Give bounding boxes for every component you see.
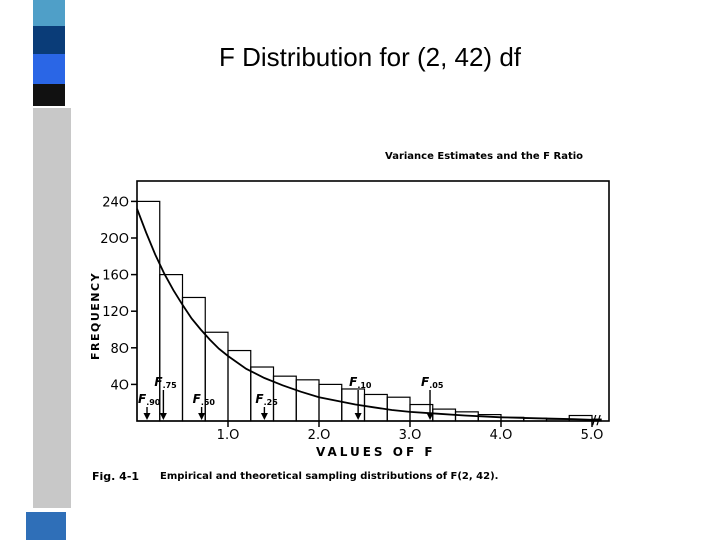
y-tick-label: 4O: [110, 378, 129, 394]
critical-marker: [193, 392, 216, 420]
marker-arrow-head: [198, 413, 205, 420]
x-axis-label: VALUES OF F: [316, 445, 436, 459]
figure-caption: Empirical and theoretical sampling distributions of F(2, 42).: [160, 471, 499, 482]
y-tick-label: 8O: [110, 341, 129, 357]
marker-label: F.10: [349, 375, 372, 390]
histogram-bar: [319, 384, 342, 421]
x-tick-label: 5.O: [580, 428, 604, 443]
marker-label: F.50: [192, 392, 215, 407]
critical-marker: [138, 392, 161, 420]
y-tick-label: 12O: [102, 305, 129, 321]
marker-arrow-head: [144, 413, 151, 420]
marker-arrow-head: [261, 413, 268, 420]
y-tick-label: 2OO: [100, 232, 129, 247]
marker-arrow-head: [160, 413, 167, 420]
x-tick-label: 4.O: [489, 428, 513, 443]
plot-frame: [137, 181, 609, 421]
y-axis-label: FREQUENCY: [89, 271, 102, 360]
slide-title: F Distribution for (2, 42) df: [219, 42, 521, 72]
marker-label: F.05: [421, 375, 444, 390]
section-heading: Variance Estimates and the F Ratio: [385, 151, 584, 162]
marker-label: F.90: [138, 392, 161, 407]
marker-label: F.25: [255, 392, 278, 407]
x-axis: [217, 421, 604, 443]
x-tick-label: 2.O: [307, 428, 331, 443]
x-tick-label: 1.O: [216, 428, 240, 443]
x-tick-label: 3.O: [398, 428, 422, 443]
critical-marker: [349, 375, 372, 420]
marker-arrow-head: [355, 413, 362, 420]
y-tick-label: 16O: [102, 268, 129, 284]
critical-marker: [255, 392, 278, 420]
axis-break: //: [592, 413, 601, 427]
figure-caption-prefix: Fig. 4-1: [92, 470, 140, 483]
y-axis: [100, 195, 137, 393]
histogram-bar: [228, 351, 251, 421]
histogram-bar: [296, 380, 319, 421]
marker-label: F.75: [154, 375, 177, 390]
y-tick-label: 24O: [102, 195, 129, 211]
